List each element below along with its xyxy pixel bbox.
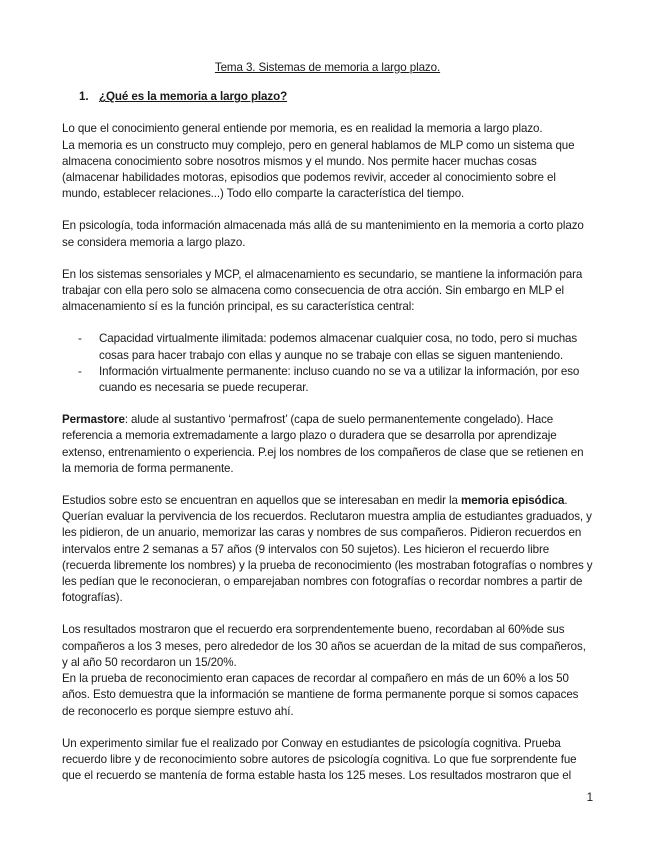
paragraph-line: La memoria es un constructo muy complejo, pero en general hablamos de MLP como un sistema que almacena conocimiento sobre nosotros mismos y el mundo. Nos permite hacer muchas cosas (almacenar habilidades motoras, episodios que podemos revivir, acceder al conocimiento sobre el mundo, establecer relaciones...) Todo ello comparte la característica del tiempo. [62,138,575,201]
permastore-definition: : alude al sustantivo ‘permafrost’ (capa de suelo permanentemente congelado). Hace referencia a memoria extremadamente a largo plazo o duradera que se desarrolla por aprendizaje extenso, entrenamiento o experiencia. P.ej los nombres de los compañeros de clase que se retienen en la memoria de forma permanente. [62,413,584,475]
characteristics-list [62,331,593,396]
paragraph-line: En la prueba de reconocimiento eran capaces de recordar al compañero en más de un 60% a los 50 años. Esto demuestra que la información se mantiene de forma permanente porque si somos capaces de reconocerlo es porque siempre estuvo ahí. [62,672,579,718]
term-permastore: Permastore [62,413,125,427]
paragraph-studies [62,493,593,606]
bullet-dash: - [78,332,82,346]
section-title: ¿Qué es la memoria a largo plazo? [99,90,288,104]
studies-text-end: . Querían evaluar la pervivencia de los recuerdos. Reclutaron muestra amplia de estudiantes graduados, y les pidieron, de un anuario, memorizar las caras y nombres de sus compañeros. Pidieron recuerdos en intervalos entre 2 semanas a 57 años (9 intervalos con 50 sujetos). Les hicieron el recuerdo libre (recuerda libremente los nombres) y la prueba de reconocimiento (les mostraban fotografías o nombres y les pedían que le reconocieran, o emparejaban nombres con fotografías o recordar nombres a partir de fotografías). [62,494,593,605]
paragraph-line: Los resultados mostraron que el recuerdo era sorprendentemente bueno, recordaban al 60%de sus compañeros a los 3 meses, pero alrededor de los 30 años se acuerdan de la mitad de sus compañeros, y al año 50 recordaron un 15/20%. [62,623,586,669]
paragraph-definition: En psicología, toda información almacenada más allá de su mantenimiento en la memoria a corto plazo se considera memoria a largo plazo. [62,219,584,249]
section-heading [79,89,593,105]
paragraph-storage: En los sistemas sensoriales y MCP, el almacenamiento es secundario, se mantiene la información para trabajar con ella pero solo se almacena como consecuencia de otra acción. Sin embargo en MLP el almacenamiento sí es la función principal, es su característica central: [62,267,583,314]
paragraph-conway: Un experimento similar fue el realizado por Conway en estudiantes de psicología cognitiva. Prueba recuerdo libre y de reconocimiento sobre autores de psicología cognitiva. Lo que fue sorprendente fue que el recuerdo se mantenía de forma estable hasta los 125 meses. Los resultados mostraron que el [62,736,577,783]
document-title: Tema 3. Sistemas de memoria a largo plazo. [214,61,441,74]
term-episodic-memory: memoria episódica [461,494,565,508]
list-item [62,364,593,396]
paragraph-permastore [62,412,593,477]
paragraph-line: Lo que el conocimiento general entiende por memoria, es en realidad la memoria a largo plazo. [62,122,543,136]
section-number: 1. [79,90,89,104]
list-item [62,331,593,363]
list-item-text: Información virtualmente permanente: incluso cuando no se va a utilizar la información, por eso cuando es necesaria se puede recuperar. [99,364,580,395]
paragraph-results [62,622,593,719]
studies-text-start: Estudios sobre esto se encuentran en aquellos que se interesaban en medir la [62,494,461,508]
page-number: 1 [586,791,593,804]
bullet-dash: - [78,364,82,378]
list-item-text: Capacidad virtualmente ilimitada: podemos almacenar cualquier cosa, no todo, pero si muchas cosas para hacer trabajo con ellas y aunque no se trabaje con ellas se siguen manteniendo. [99,332,578,362]
paragraph-intro [62,121,593,202]
